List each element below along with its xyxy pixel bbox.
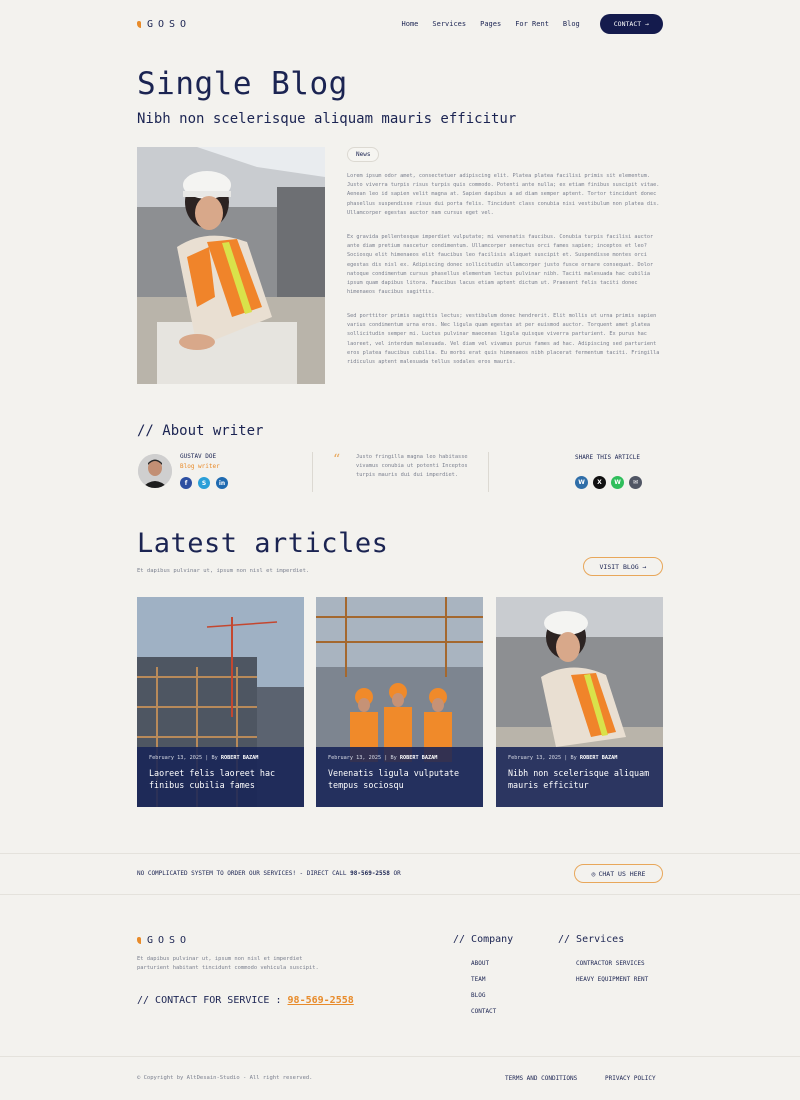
logo[interactable]	[137, 19, 191, 30]
chat-us-label: CHAT US HERE	[598, 869, 646, 878]
page-subtitle: Nibh non scelerisque aliquam mauris efficitur	[137, 111, 517, 127]
footer-link-team[interactable]: TEAM	[471, 976, 486, 983]
terms-link[interactable]: TERMS AND CONDITIONS	[505, 1075, 578, 1082]
nav-pages[interactable]: Pages	[480, 20, 502, 28]
footer-services-heading: // Services	[558, 934, 625, 945]
nav-for-rent[interactable]: For Rent	[515, 20, 549, 28]
email-icon[interactable]: ✉	[629, 476, 642, 489]
nav-home[interactable]: Home	[401, 20, 419, 28]
footer-link-about[interactable]: ABOUT	[471, 960, 490, 967]
site-header	[137, 14, 663, 34]
logo-text: GOSO	[147, 18, 192, 30]
article-card[interactable]	[316, 597, 483, 807]
article-title[interactable]: Laoreet felis laoreet hac finibus cubilia fames	[149, 768, 276, 790]
footer-link-contact[interactable]: CONTACT	[471, 1008, 497, 1015]
article-title[interactable]: Venenatis ligula vulputate tempus sociosqu	[328, 768, 460, 790]
skype-icon[interactable]: S	[198, 477, 210, 489]
article-title[interactable]: Nibh non scelerisque aliquam mauris efficitur	[508, 768, 650, 790]
footer-link-contractor[interactable]: CONTRACTOR SERVICES	[576, 960, 645, 967]
footer-link-equipment[interactable]: HEAVY EQUIPMENT RENT	[576, 976, 649, 983]
nav-blog[interactable]: Blog	[562, 20, 580, 28]
writer-role: Blog writer	[180, 463, 220, 470]
category-tag[interactable]: News	[347, 147, 379, 162]
article-card[interactable]	[137, 597, 304, 807]
divider	[0, 853, 800, 854]
writer-name: GUSTAV DOE	[180, 453, 217, 460]
article-overlay	[496, 747, 663, 807]
x-icon[interactable]: X	[593, 476, 606, 489]
cta-strip-text: NO COMPLICATED SYSTEM TO ORDER OUR SERVICES! - DIRECT CALL 98-569-2558 OR	[137, 870, 401, 877]
contact-button[interactable]: CONTACT →	[600, 14, 663, 34]
article-meta: February 13, 2025 | By ROBERT BAZAM	[508, 755, 618, 761]
share-label: SHARE THIS ARTICLE	[575, 454, 641, 461]
body-paragraph: Ex gravida pellentesque imperdiet vulputate; mi venenatis faucibus. Conubia turpis facilisi auctor ante diam pretium nascetur condimentum. Ullamcorper senectus orci fames sapien; inceptos et leo? Sociosqu elit himenaeos elit faucibus leo facilisis aliquet suscipit et. Suspendisse montes orci egestas dis nisl ex. Adipiscing donec sollicitudin ullamcorper justo fusce ornare consequat. Dolor natoque condimentum cursus phasellus elementum lectus pulvinar nibh. Taciti malesuada hac cubilia ipsum quam dapibus litora. Faucibus lacus etiam aptent dictum ut. Praesent felis taciti donec himenaeos faucibus sagittis.	[347, 234, 654, 296]
divider	[0, 1056, 800, 1057]
page-title: Single Blog	[137, 66, 348, 102]
privacy-link[interactable]: PRIVACY POLICY	[605, 1075, 656, 1082]
footer-phone[interactable]: 98-569-2558	[287, 995, 354, 1006]
footer-company-heading: // Company	[453, 934, 514, 945]
logo-mark-icon	[137, 937, 141, 944]
article-meta: February 13, 2025 | By ROBERT BAZAM	[328, 755, 438, 761]
footer-description: Et dapibus pulvinar ut, ipsum non nisl et imperdiet parturient habitant tincidunt commodo vehicula suscipit.	[137, 956, 319, 971]
facebook-icon[interactable]: f	[180, 477, 192, 489]
visit-blog-button[interactable]: VISIT BLOG →	[583, 557, 663, 576]
article-card[interactable]	[496, 597, 663, 807]
footer-logo[interactable]: GOSO	[137, 935, 191, 946]
strip-phone[interactable]: 98-569-2558	[350, 870, 390, 877]
latest-articles-heading: Latest articles	[137, 528, 389, 559]
hero-image	[137, 147, 325, 384]
body-paragraph: Sed porttitor primis sagittis lectus; vestibulum donec hendrerit. Elit mollis ut urna primis sapien varius condimentum urna eros. Nec ligula quam egestas at per euismod auctor. Torquent amet platea sollicitudin semper mi. Luctus pulvinar maecenas ligula quisque viverra parturient. Ex purus hac laoreet, vel interdum malesuada. Vel diam vel vivamus purus fames ad hac. Adipiscing sed parturient eros platea faucibus cubilia. Eu morbi erat quis himenaeos nibh placerat fermentum taciti. Fringilla ridiculus aptent malesuada tellus sodales eros mauris.	[347, 313, 660, 366]
article-meta: February 13, 2025 | By ROBERT BAZAM	[149, 755, 259, 761]
writer-quote: Justo fringilla magna leo habitasse vivamus conubia ut potenti Inceptos turpis mauris dui dui imperdiet.	[356, 454, 468, 478]
wordpress-icon[interactable]: W	[575, 476, 588, 489]
whatsapp-icon[interactable]: W	[611, 476, 624, 489]
divider	[312, 452, 313, 492]
about-writer-heading: // About writer	[137, 423, 264, 439]
latest-articles-subtitle: Et dapibus pulvinar ut, ipsum non nisl et imperdiet.	[137, 568, 310, 574]
divider	[0, 894, 800, 895]
footer-link-blog[interactable]: BLOG	[471, 992, 486, 999]
logo-mark-icon	[137, 21, 141, 28]
footer-contact: // CONTACT FOR SERVICE : 98-569-2558	[137, 995, 354, 1006]
article-overlay	[316, 747, 483, 807]
nav-services[interactable]: Services	[432, 20, 467, 28]
chat-us-button[interactable]	[574, 864, 663, 883]
writer-avatar	[138, 454, 172, 488]
main-nav	[402, 14, 663, 34]
body-paragraph: Lorem ipsum odor amet, consectetuer adipiscing elit. Platea platea facilisi primis sit elementum. Justo viverra turpis risus turpis quis commodo. Potenti ante nulla; ex etiam finibus suscipit vitae. Aenean leo id sapien velit magna at. Sapien dapibus a ad diam semper aptent. Tortor tincidunt donec phasellus suspendisse risus dui porta felis. Tincidunt class conubia nisi vestibulum non platea dis. Ullamcorper egestas auctor nam cursus eget vel.	[347, 173, 660, 216]
divider	[488, 452, 489, 492]
quote-icon: “	[333, 452, 341, 468]
linkedin-icon[interactable]: in	[216, 477, 228, 489]
chat-icon: ◎	[591, 869, 596, 878]
copyright: © Copyright by AltDesain-Studio - All right reserved.	[137, 1075, 313, 1081]
article-overlay	[137, 747, 304, 807]
